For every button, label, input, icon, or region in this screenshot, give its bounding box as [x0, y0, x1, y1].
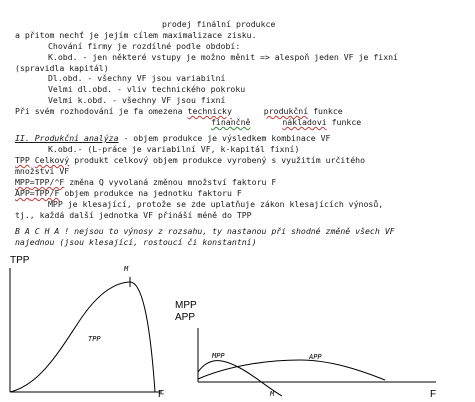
word-nakladovi: nákladovi	[282, 117, 327, 127]
word-funkce-2: funkce	[331, 117, 362, 127]
word-technicky: technicky	[187, 106, 232, 116]
line-tpp-2: množství VF	[15, 166, 70, 176]
right-graph-y-label-1: MPP	[175, 300, 197, 311]
line-heading: prodej finální produkce	[162, 19, 276, 29]
line-very-long-period: Velmi dl.obd. - vliv technického pokroku	[48, 84, 246, 94]
left-graph-curve-label: TPP	[88, 335, 101, 343]
line-bacha: B A C H A ! nejsou to výnosy z rozsahu, ty nastanou při shodné změně všech VF	[15, 226, 395, 236]
left-graph	[10, 268, 162, 392]
line-very-short-period: Velmi k.obd. - všechny VF jsou fixní	[48, 95, 226, 105]
mpp-desc: změna Q vyvolaná změnou množství faktoru F	[69, 177, 277, 187]
right-graph-app-label: APP	[309, 353, 322, 361]
mpp-formula: =TPP/^F	[29, 177, 65, 187]
right-graph-y-label-2: APP	[175, 312, 196, 323]
app-formula: =TPP/F	[29, 188, 60, 198]
section-title: II. Produkční analýza	[15, 133, 119, 143]
tpp-desc: produkt celkový objem produkce vyrobený s využitím určitého	[74, 155, 366, 165]
term-mpp: MPP	[15, 177, 30, 187]
line-capital: (spravidla kapitál)	[15, 63, 109, 73]
right-graph	[198, 328, 436, 396]
word-produkcni: produkční	[263, 106, 309, 116]
right-graph-point-label: M	[270, 390, 275, 398]
line-mpp-decreasing: MPP je klesající, protože se zde uplatňuje zákon klesajících výnosů,	[48, 199, 384, 209]
right-graph-mpp-label: MPP	[212, 352, 225, 360]
line-long-period: Dl.obd. - všechny VF jsou variabilní	[48, 73, 226, 83]
word-financne: finančně	[211, 117, 251, 127]
line-goal: a přitom nechť je jejím cílem maximalizace zisku.	[15, 30, 257, 40]
right-graph-x-label: F	[430, 389, 437, 400]
constraint-text: Při svém rozhodování je fa omezena	[15, 106, 183, 116]
term-tpp: TPP	[15, 155, 30, 165]
line-short-period-def: K.obd.- (L-práce je variabilní VF, k-kapitál fixní)	[48, 144, 300, 154]
line-behaviour: Chování firmy je rozdílné podle období:	[48, 41, 241, 51]
app-desc: objem produkce na jednotku faktoru F	[64, 188, 242, 198]
line-short-period: K.obd. - jen některé vstupy je možno měnit => alespoň jeden VF je fixní	[48, 52, 398, 62]
word-funkce-1: funkce	[313, 106, 343, 116]
line-bacha-2: najednou (jsou klesající, rostoucí či konstantní)	[15, 237, 257, 247]
word-celkovy: Celkový	[34, 155, 70, 165]
left-graph-max-label: M	[124, 265, 129, 273]
line-each-unit: tj., každá další jednotka VF přináší méně do TPP	[15, 210, 252, 220]
term-app: APP	[15, 188, 30, 198]
left-graph-y-label: TPP	[10, 255, 30, 266]
left-graph-x-label: F	[158, 389, 165, 400]
right-graph-app-curve	[198, 360, 385, 380]
left-graph-tpp-curve	[10, 282, 155, 392]
section-desc: - objem produkce je výsledkem kombinace VF	[123, 133, 331, 143]
